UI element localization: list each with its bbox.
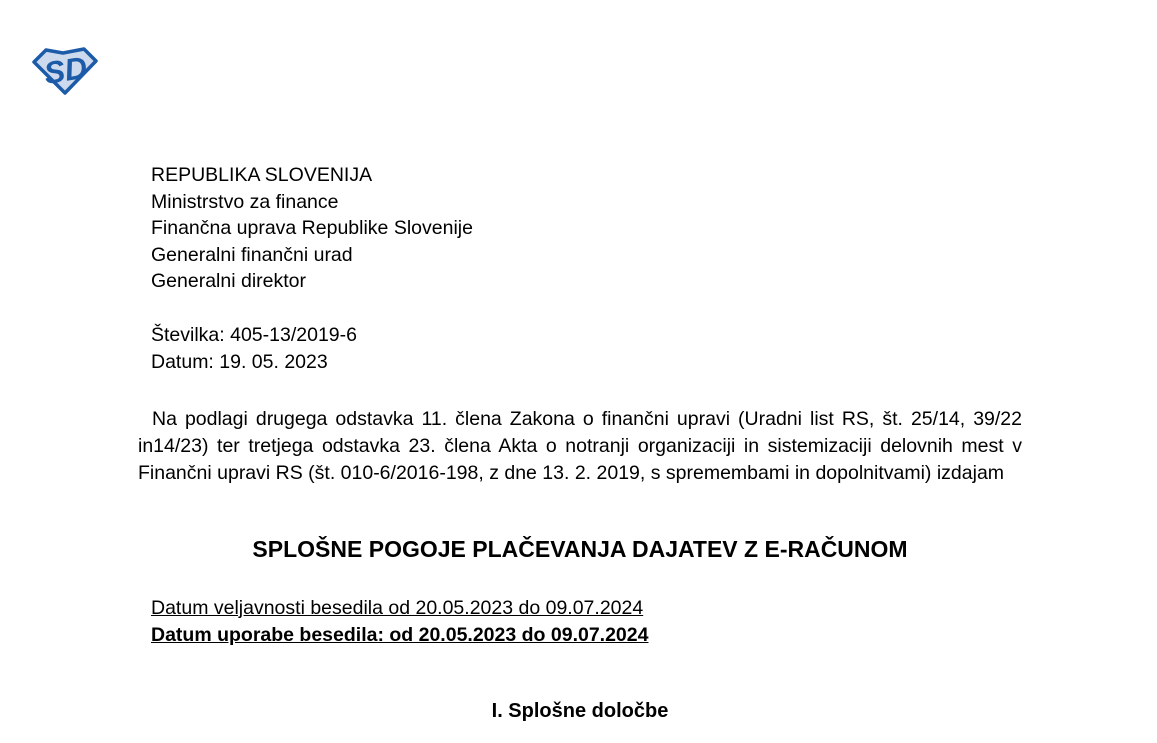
document-title: SPLOŠNE POGOJE PLAČEVANJA DAJATEV Z E-RAČUNOM <box>252 536 908 562</box>
document-number: Številka: 405-13/2019-6 <box>151 324 357 346</box>
validity-date-line: Datum veljavnosti besedila od 20.05.2023 do 09.07.2024 <box>151 597 644 619</box>
letterhead-line-ministry: Ministrstvo za finance <box>151 190 339 213</box>
logo-letters: SD <box>41 49 90 92</box>
letterhead-line-country: REPUBLIKA SLOVENIJA <box>151 164 373 186</box>
letterhead-line-authority: Finančna uprava Republike Slovenije <box>151 217 473 240</box>
letterhead-line-role: Generalni direktor <box>151 270 306 293</box>
letterhead-line-office: Generalni finančni urad <box>151 243 353 266</box>
letterhead <box>151 162 473 295</box>
reference-block <box>151 322 357 375</box>
sd-shield-logo <box>32 46 98 96</box>
usage-date-line: Datum uporabe besedila: od 20.05.2023 do 09.07.2024 <box>151 623 649 646</box>
intro-paragraph: Na podlagi drugega odstavka 11. člena Zakona o finančni upravi (Uradni list RS, št. 25/14, 39/22 in14/23) ter tretjega odstavka 23. člena Akta o notranji organizaciji in sistemizaciji delovnih mest v Finančni upravi RS (št. 010-6/2016-198, z dne 13. 2. 2019, s spremembami in dopolnitvami) izdajam <box>138 408 1022 484</box>
document-date: Datum: 19. 05. 2023 <box>151 350 328 373</box>
section-heading: I. Splošne določbe <box>491 700 669 722</box>
validity-block <box>151 595 648 648</box>
